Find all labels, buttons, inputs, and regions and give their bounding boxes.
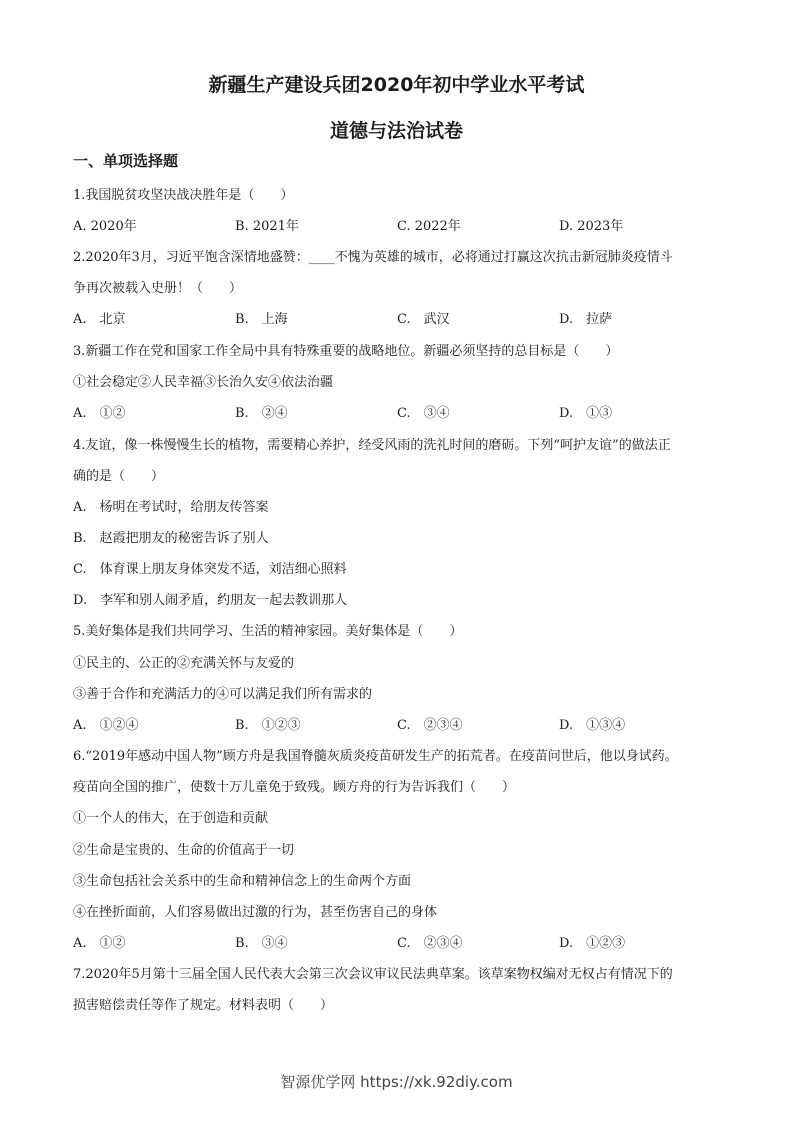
question-3-options: [73, 402, 733, 422]
option-d: D. 李军和别人闹矛盾，约朋友一起去教训那人: [73, 593, 348, 608]
option-c: C. ②③④: [397, 718, 463, 733]
question-5-items-line-1: ①民主的、公正的②充满关怀与友爱的: [73, 656, 295, 671]
question-6-item-1: ①一个人的伟大，在于创造和贡献: [73, 811, 269, 826]
section-heading: 一、单项选择题: [73, 152, 179, 170]
question-5-items-line-2: ③善于合作和充满活力的④可以满足我们所有需求的: [73, 687, 373, 702]
option-b: B. ①②③: [235, 718, 301, 733]
question-4-stem-line-2: 确的是（ ）: [73, 469, 165, 484]
question-6-stem-line-2: 疫苗向全国的推广，使数十万儿童免于致残。顾方舟的行为告诉我们（ ）: [73, 780, 516, 795]
question-5-stem: 5.美好集体是我们共同学习、生活的精神家园。美好集体是（ ）: [73, 624, 463, 639]
question-7-stem-line-2: 损害赔偿责任等作了规定。材料表明（ ）: [73, 998, 334, 1013]
option-d: D. ①③④: [559, 718, 626, 733]
question-7-stem-line-1: 7.2020年5月第十三届全国人民代表大会第三次会议审议民法典草案。该草案物权编对无权占有情况下的: [73, 967, 673, 982]
option-a: A. ①②④: [73, 718, 139, 733]
option-b: B. 上海: [235, 312, 288, 327]
question-6-item-4: ④在挫折面前，人们容易做出过激的行为，甚至伤害自己的身体: [73, 905, 438, 920]
question-6-item-2: ②生命是宝贵的、生命的价值高于一切: [73, 843, 295, 858]
option-b: B. 赵霞把朋友的秘密告诉了别人: [73, 531, 269, 546]
option-a: A. 杨明在考试时，给朋友传答案: [73, 500, 269, 515]
question-5-options: [73, 714, 733, 734]
question-2-stem-line-2: 争再次被载入史册！（ ）: [73, 281, 243, 296]
option-b: B. ③④: [235, 936, 288, 951]
option-a: A. ①②: [73, 936, 126, 951]
footer-watermark: 智源优学网 https://xk.92diy.com: [280, 1073, 513, 1091]
option-a: A. ①②: [73, 406, 126, 421]
option-c: C. 武汉: [397, 312, 450, 327]
option-a: A. 2020年: [73, 219, 137, 234]
question-3-stem: 3.新疆工作在党和国家工作全局中具有特殊重要的战略地位。新疆必须坚持的总目标是（ ）: [73, 344, 619, 359]
option-c: C. 2022年: [397, 219, 461, 234]
option-d: D. ①②③: [559, 936, 626, 951]
question-2-options: [73, 308, 733, 328]
option-b: B. ②④: [235, 406, 288, 421]
question-2-stem-line-1: 2.2020年3月，习近平饱含深情地盛赞：____不愧为英雄的城市，必将通过打赢这次抗击新冠肺炎疫情斗: [73, 250, 673, 265]
question-6-options: [73, 932, 733, 952]
option-a: A. 北京: [73, 312, 126, 327]
question-1-options: [73, 215, 733, 235]
option-d: D. 2023年: [559, 219, 624, 234]
option-c: C. ③④: [397, 406, 450, 421]
question-3-items: ①社会稳定②人民幸福③长治久安④依法治疆: [73, 375, 334, 390]
question-6-stem-line-1: 6.“2019年感动中国人物”顾方舟是我国脊髓灰质炎疫苗研发生产的拓荒者。在疫苗问世后，他以身试药。: [73, 749, 678, 764]
option-c: C. ②③④: [397, 936, 463, 951]
question-1-stem: 1.我国脱贫攻坚决战决胜年是（ ）: [73, 188, 294, 203]
question-6-item-3: ③生命包括社会关系中的生命和精神信念上的生命两个方面: [73, 874, 412, 889]
question-4-stem-line-1: 4.友谊，像一株慢慢生长的植物，需要精心养护，经受风雨的洗礼时间的磨砺。下列“呵护友谊”的做法正: [73, 438, 671, 453]
option-d: D. ①③: [559, 406, 613, 421]
option-d: D. 拉萨: [559, 312, 613, 327]
exam-title: 新疆生产建设兵团2020年初中学业水平考试: [208, 74, 585, 96]
exam-subtitle: 道德与法治试卷: [329, 120, 463, 142]
option-c: C. 体育课上朋友身体突发不适，刘洁细心照料: [73, 562, 347, 577]
option-b: B. 2021年: [235, 219, 299, 234]
